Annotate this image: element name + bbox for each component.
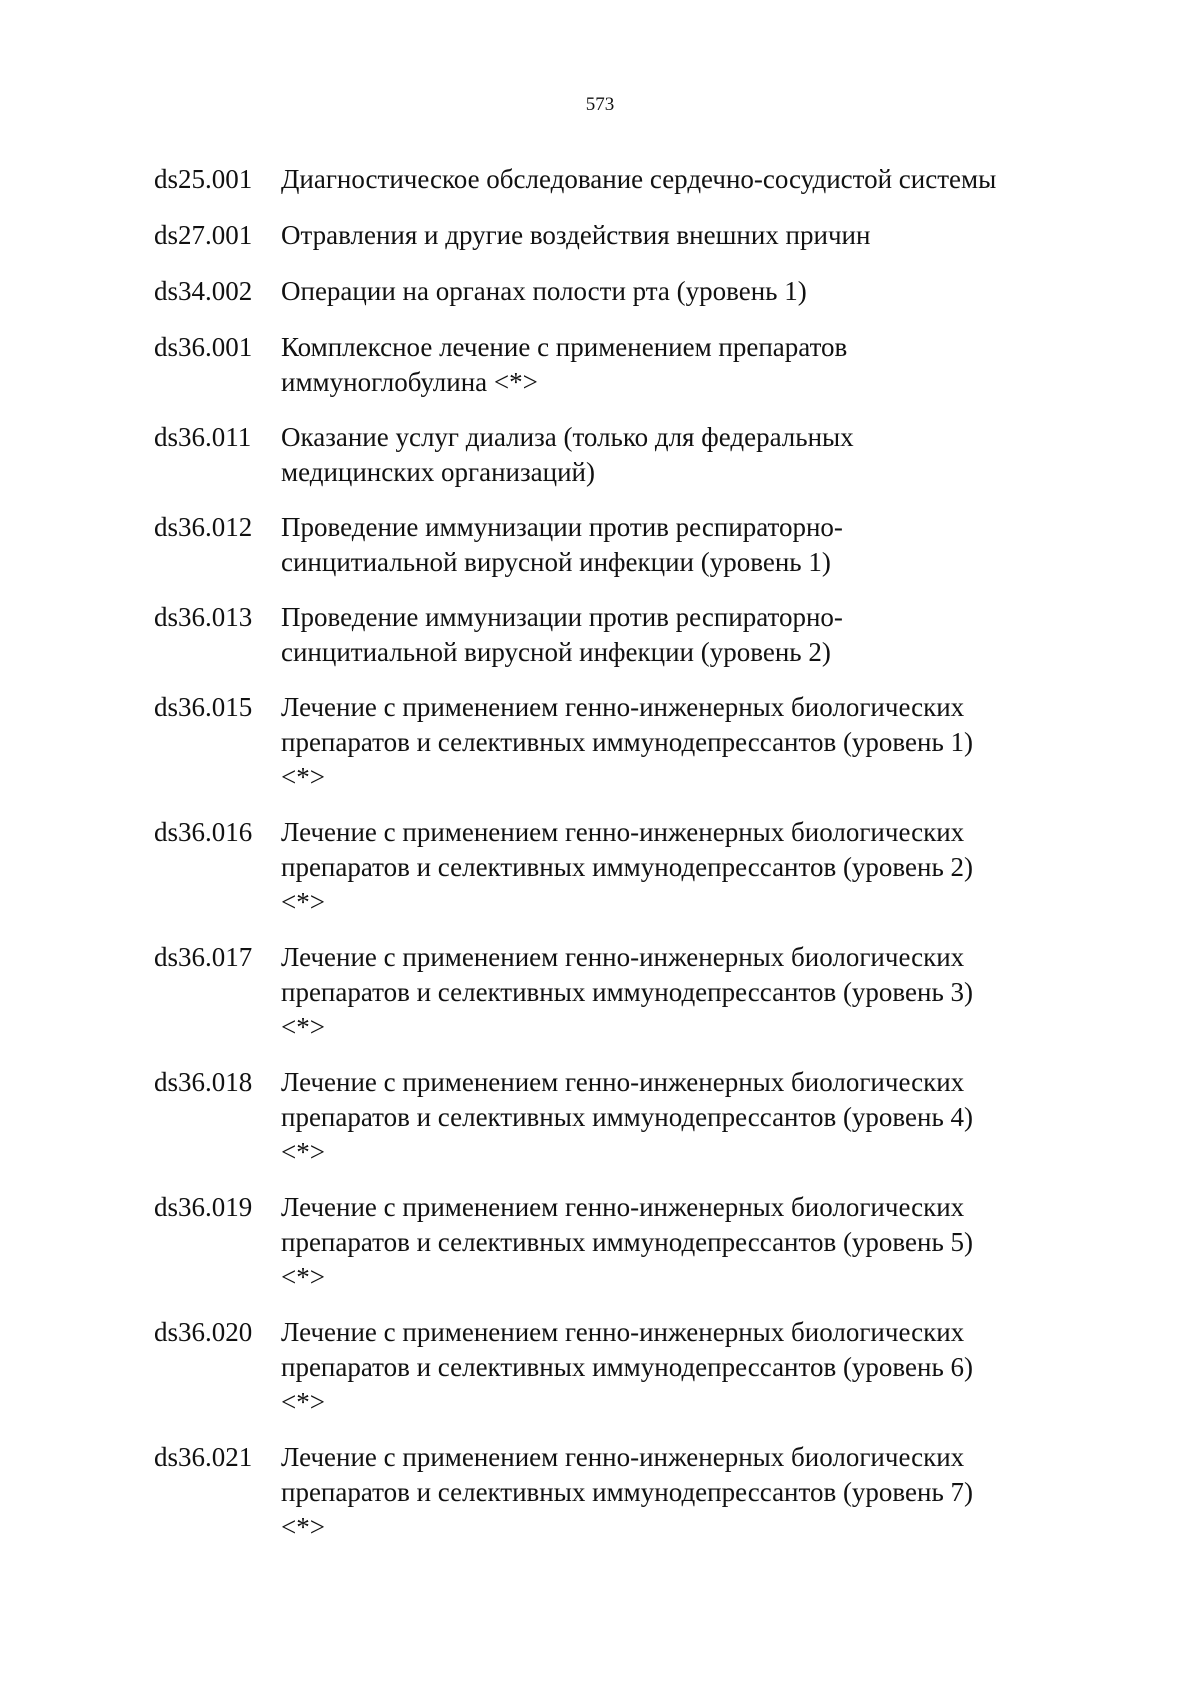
entry-description-line: Диагностическое обследование сердечно-сосудистой системы <box>281 164 997 194</box>
entry-description-line: Лечение с применением генно-инженерных биологических <box>281 1192 965 1222</box>
entry-code: ds36.015 <box>154 692 253 722</box>
entry-code: ds36.021 <box>154 1442 253 1472</box>
list-item <box>0 940 1200 1065</box>
entry-description-line: препаратов и селективных иммунодепрессантов (уровень 6) <box>281 1352 974 1382</box>
entry-code: ds36.017 <box>154 942 253 972</box>
entry-code: ds25.001 <box>154 164 253 194</box>
entry-description-line: препаратов и селективных иммунодепрессантов (уровень 2) <box>281 852 974 882</box>
entry-description-line: <*> <box>281 1137 325 1167</box>
list-item <box>0 1315 1200 1440</box>
entry-description-line: препаратов и селективных иммунодепрессантов (уровень 7) <box>281 1477 974 1507</box>
entry-description <box>281 1065 1041 1170</box>
entry-description-line: препаратов и селективных иммунодепрессантов (уровень 5) <box>281 1227 974 1257</box>
entry-description-line: Проведение иммунизации против респираторно- <box>281 512 843 542</box>
entry-code: ds27.001 <box>154 220 253 250</box>
entry-description <box>281 815 1041 920</box>
entry-code: ds36.011 <box>154 422 252 452</box>
entry-description <box>281 600 1041 670</box>
list-item <box>0 218 1200 274</box>
entry-description <box>281 218 1041 253</box>
entry-description <box>281 690 1041 795</box>
entry-description <box>281 1190 1041 1295</box>
entry-description <box>281 1440 1041 1545</box>
entry-code: ds36.018 <box>154 1067 253 1097</box>
list-item <box>0 600 1200 690</box>
entry-description-line: Лечение с применением генно-инженерных биологических <box>281 942 965 972</box>
entry-description-line: Комплексное лечение с применением препаратов <box>281 332 848 362</box>
entry-description-line: препаратов и селективных иммунодепрессантов (уровень 1) <box>281 727 974 757</box>
list-item <box>0 420 1200 510</box>
entry-description-line: препаратов и селективных иммунодепрессантов (уровень 4) <box>281 1102 974 1132</box>
list-item <box>0 274 1200 330</box>
list-item <box>0 1065 1200 1190</box>
entry-description <box>281 274 1041 309</box>
entry-description-line: <*> <box>281 1262 325 1292</box>
entry-description <box>281 510 1041 580</box>
list-item <box>0 162 1200 218</box>
entry-description-line: Проведение иммунизации против респираторно- <box>281 602 843 632</box>
entry-code: ds34.002 <box>154 276 253 306</box>
list-item <box>0 690 1200 815</box>
list-item <box>0 510 1200 600</box>
entry-description-line: Отравления и другие воздействия внешних причин <box>281 220 871 250</box>
page-number: 573 <box>585 94 615 115</box>
entry-description-line: иммуноглобулина <*> <box>281 367 538 397</box>
entry-description-line: Лечение с применением генно-инженерных биологических <box>281 1442 965 1472</box>
entry-description-line: препаратов и селективных иммунодепрессантов (уровень 3) <box>281 977 974 1007</box>
entry-description-line: синцитиальной вирусной инфекции (уровень 2) <box>281 637 831 667</box>
entry-description-line: Лечение с применением генно-инженерных биологических <box>281 817 965 847</box>
entry-description-line: <*> <box>281 887 325 917</box>
entry-description-line: медицинских организаций) <box>281 457 595 487</box>
entry-description <box>281 940 1041 1045</box>
entry-code: ds36.016 <box>154 817 253 847</box>
entry-description-line: Лечение с применением генно-инженерных биологических <box>281 692 965 722</box>
entry-description-line: Операции на органах полости рта (уровень 1) <box>281 276 807 306</box>
entry-description-line: Лечение с применением генно-инженерных биологических <box>281 1317 965 1347</box>
entry-code: ds36.012 <box>154 512 253 542</box>
entry-description-line: Оказание услуг диализа (только для федеральных <box>281 422 854 452</box>
entry-code: ds36.020 <box>154 1317 253 1347</box>
entry-description-line: синцитиальной вирусной инфекции (уровень 1) <box>281 547 831 577</box>
entry-code: ds36.019 <box>154 1192 253 1222</box>
entry-description <box>281 162 1041 197</box>
entry-description-line: <*> <box>281 1387 325 1417</box>
entry-description-line: <*> <box>281 762 325 792</box>
entry-description <box>281 1315 1041 1420</box>
entry-description-line: Лечение с применением генно-инженерных биологических <box>281 1067 965 1097</box>
code-list <box>0 162 1200 1565</box>
list-item <box>0 330 1200 420</box>
entry-code: ds36.001 <box>154 332 253 362</box>
list-item <box>0 1440 1200 1565</box>
entry-code: ds36.013 <box>154 602 253 632</box>
entry-description <box>281 330 1041 400</box>
entry-description-line: <*> <box>281 1012 325 1042</box>
list-item <box>0 815 1200 940</box>
entry-description-line: <*> <box>281 1512 325 1542</box>
list-item <box>0 1190 1200 1315</box>
entry-description <box>281 420 1041 490</box>
